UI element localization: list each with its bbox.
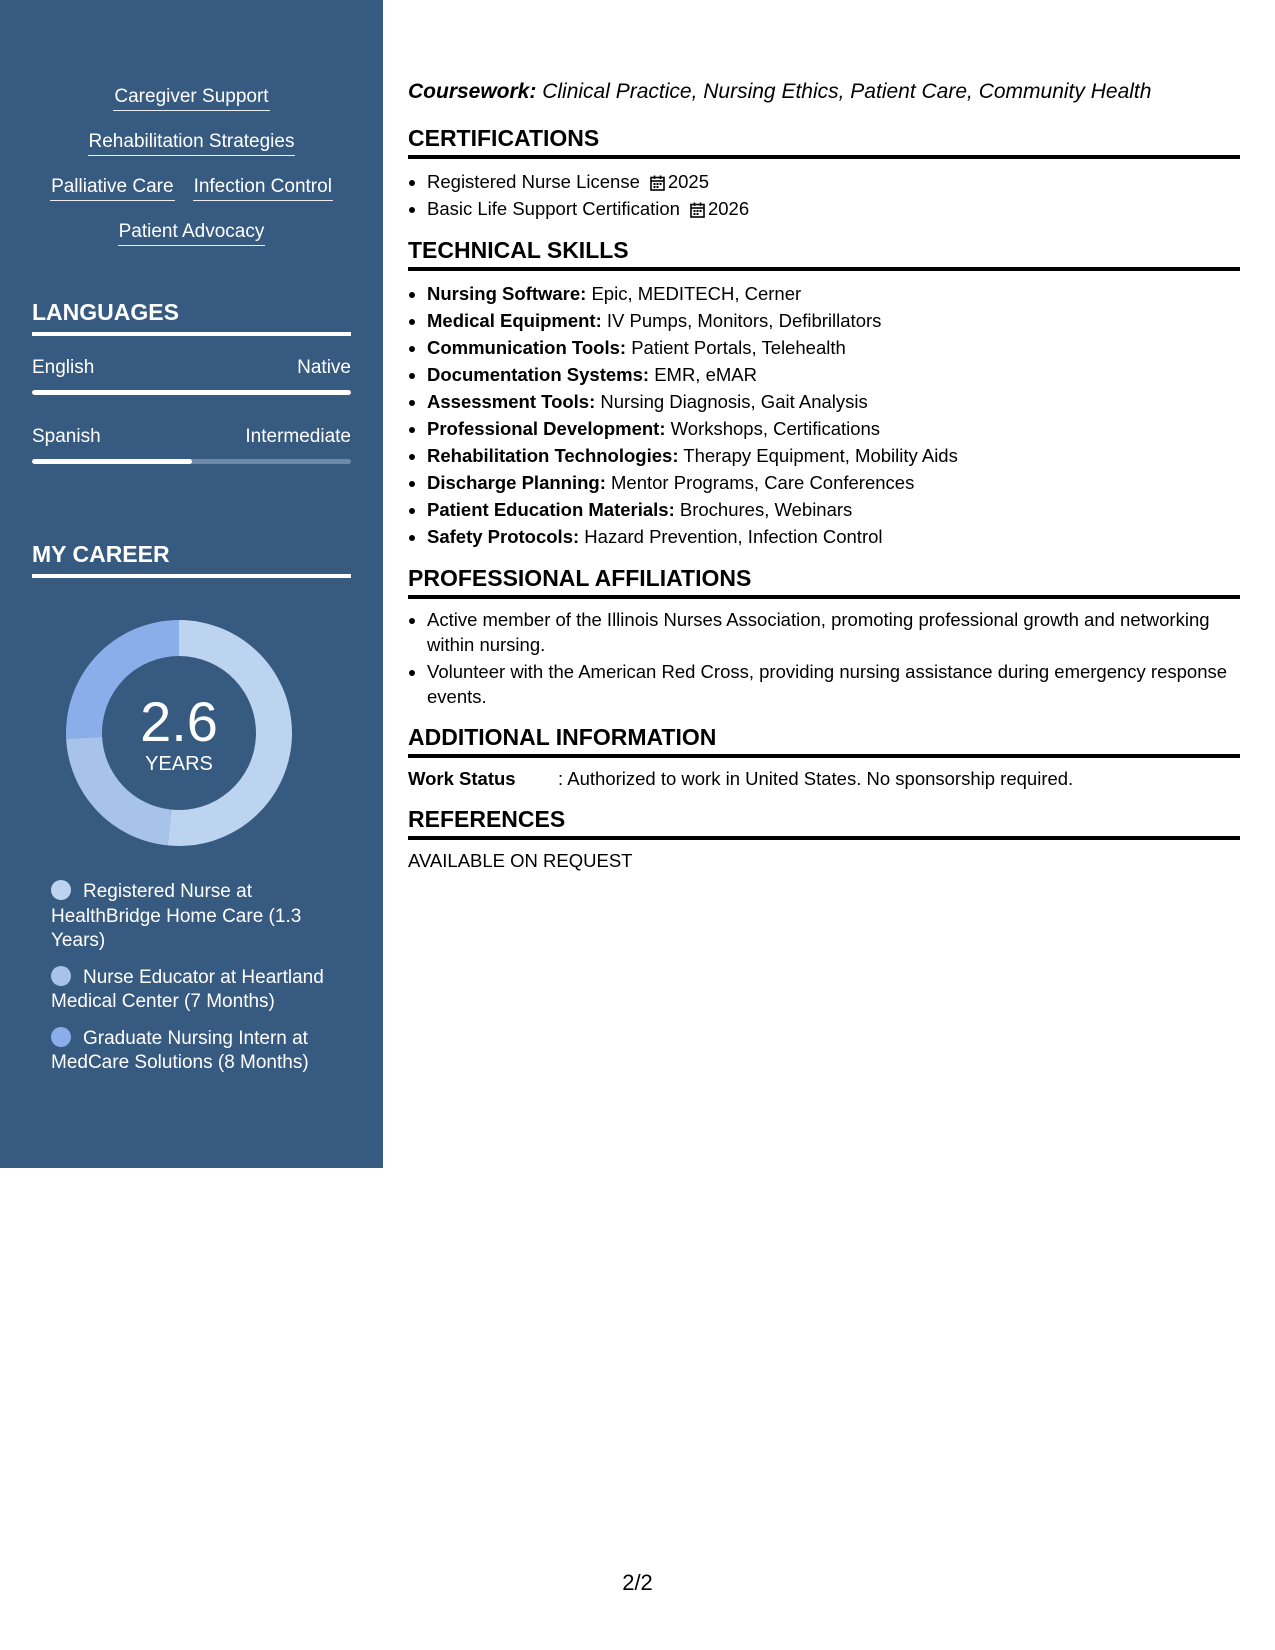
affiliations-heading: PROFESSIONAL AFFILIATIONS (408, 564, 1240, 599)
technical-skill-item (427, 469, 1240, 496)
technical-skill-item (427, 334, 1240, 361)
coursework (408, 78, 1240, 106)
skill-tag: Palliative Care (50, 174, 175, 201)
technical-skill-label: Patient Education Materials: (427, 499, 675, 520)
certifications-section (408, 124, 1240, 222)
technical-skill-value: Brochures, Webinars (679, 499, 853, 520)
certifications-list (408, 168, 1240, 222)
career-list (51, 880, 341, 1088)
additional-info-heading: ADDITIONAL INFORMATION (408, 723, 1240, 758)
affiliations-list (408, 608, 1240, 709)
technical-skill-item (427, 415, 1240, 442)
technical-skill-label: Discharge Planning: (427, 472, 606, 493)
certifications-heading: CERTIFICATIONS (408, 124, 1240, 159)
skill-tag: Rehabilitation Strategies (88, 129, 296, 156)
certification-name: Basic Life Support Certification (427, 198, 680, 219)
certification-date (690, 198, 749, 219)
languages-heading: LANGUAGES (32, 298, 351, 336)
technical-skill-label: Communication Tools: (427, 337, 627, 358)
career-item (51, 880, 341, 954)
technical-skill-item (427, 442, 1240, 469)
language-level: Native (297, 357, 351, 378)
technical-skills-heading: TECHNICAL SKILLS (408, 236, 1240, 271)
career-heading: MY CAREER (32, 540, 351, 578)
work-status-row (408, 767, 1240, 791)
career-item-text: Nurse Educator at Heartland Medical Center (7 Months) (51, 966, 324, 1012)
technical-skill-value: Mentor Programs, Care Conferences (611, 472, 915, 493)
affiliations-section (408, 564, 1240, 709)
references-heading: REFERENCES (408, 805, 1240, 840)
career-dot-icon (51, 966, 71, 986)
technical-skill-value: IV Pumps, Monitors, Defibrillators (606, 310, 882, 331)
main-content (408, 78, 1240, 887)
technical-skill-label: Medical Equipment: (427, 310, 602, 331)
technical-skill-value: Therapy Equipment, Mobility Aids (683, 445, 958, 466)
references-text: AVAILABLE ON REQUEST (408, 850, 633, 871)
technical-skill-value: Epic, MEDITECH, Cerner (591, 283, 802, 304)
technical-skills-section (408, 236, 1240, 550)
technical-skill-item (427, 280, 1240, 307)
work-status-label: Work Status (408, 768, 516, 789)
calendar-icon (650, 171, 668, 192)
technical-skill-item (427, 496, 1240, 523)
sidebar (0, 0, 383, 1168)
technical-skill-item (427, 523, 1240, 550)
career-item (51, 1027, 341, 1076)
technical-skill-label: Professional Development: (427, 418, 666, 439)
language-bar (32, 459, 351, 464)
additional-info-section (408, 723, 1240, 791)
career-item-text: Registered Nurse at HealthBridge Home Care (1.3 Years) (51, 881, 302, 951)
technical-skill-value: Nursing Diagnosis, Gait Analysis (600, 391, 868, 412)
affiliation-item: • Active member of the Illinois Nurses Association, promoting professional growth and networking within nursing. (427, 608, 1240, 657)
technical-skill-label: Safety Protocols: (427, 526, 580, 547)
certification-item (427, 195, 1240, 222)
skill-tag: Caregiver Support (113, 84, 269, 111)
references-section (408, 805, 1240, 873)
skill-tags (0, 84, 383, 264)
language-english (32, 356, 351, 395)
skill-tag-row (0, 174, 383, 219)
technical-skill-item (427, 388, 1240, 415)
affiliation-item: • Volunteer with the American Red Cross, providing nursing assistance during emergency response events. (427, 660, 1240, 709)
language-bar (32, 390, 351, 395)
skill-tag: Patient Advocacy (118, 219, 266, 246)
skill-tag-row (0, 219, 383, 264)
career-item-text: Graduate Nursing Intern at MedCare Solutions (8 Months) (51, 1027, 309, 1073)
technical-skill-label: Assessment Tools: (427, 391, 596, 412)
skill-tag-row (0, 84, 383, 129)
certification-year: 2025 (667, 171, 710, 192)
career-donut-chart (66, 620, 292, 846)
language-bar-fill (32, 459, 192, 464)
career-dot-icon (51, 880, 71, 900)
language-name: English (32, 357, 95, 378)
skill-tag: Infection Control (193, 174, 333, 201)
technical-skills-list (408, 280, 1240, 550)
language-level: Intermediate (245, 426, 351, 447)
coursework-label: Coursework: (408, 80, 537, 103)
technical-skill-value: Patient Portals, Telehealth (631, 337, 846, 358)
technical-skill-value: EMR, eMAR (654, 364, 757, 385)
technical-skill-item (427, 361, 1240, 388)
certification-name: Registered Nurse License (427, 171, 640, 192)
technical-skill-label: Documentation Systems: (427, 364, 650, 385)
career-total-unit: YEARS (145, 753, 213, 775)
language-name: Spanish (32, 426, 101, 447)
certification-year: 2026 (707, 198, 750, 219)
technical-skill-label: Rehabilitation Technologies: (427, 445, 679, 466)
language-spanish (32, 425, 351, 464)
calendar-icon (690, 198, 708, 219)
career-total-value: 2.6 (140, 690, 218, 753)
technical-skill-value: Hazard Prevention, Infection Control (584, 526, 883, 547)
career-item (51, 966, 341, 1015)
certification-item (427, 168, 1240, 195)
certification-date (650, 171, 709, 192)
skill-tag-row (0, 129, 383, 174)
career-dot-icon (51, 1027, 71, 1047)
work-status-value: : Authorized to work in United States. No sponsorship required. (558, 768, 1074, 789)
page-number: 2/2 (622, 1570, 653, 1595)
coursework-text: Clinical Practice, Nursing Ethics, Patient Care, Community Health (542, 80, 1152, 103)
technical-skill-item (427, 307, 1240, 334)
language-bar-fill (32, 390, 351, 395)
technical-skill-label: Nursing Software: (427, 283, 587, 304)
technical-skill-value: Workshops, Certifications (670, 418, 881, 439)
